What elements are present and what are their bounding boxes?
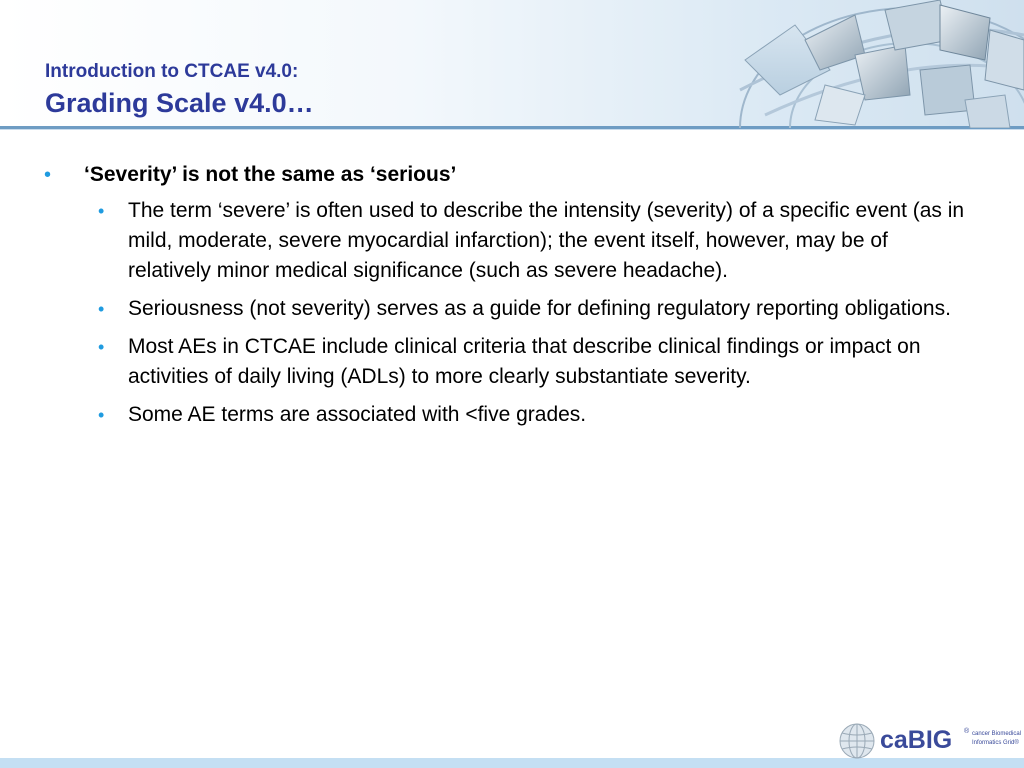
slide-title: Grading Scale v4.0… <box>45 88 314 118</box>
slide-subtitle: Introduction to CTCAE v4.0: <box>45 61 299 82</box>
slide-content <box>44 160 974 438</box>
logo-registered-mark: ® <box>964 728 970 735</box>
sub-bullet-marker: • <box>98 337 105 357</box>
bullet-item <box>44 160 974 190</box>
sub-bullet-item <box>84 332 974 392</box>
sub-bullet-text: Some AE terms are associated with <five grades. <box>128 403 587 426</box>
sub-bullet-marker: • <box>98 405 105 425</box>
logo-tagline: Informatics Grid® <box>972 740 1019 746</box>
logo-wordmark: caBIG <box>880 726 953 754</box>
sub-bullet-item <box>84 196 974 286</box>
sub-bullet-list <box>84 196 974 430</box>
sub-bullet-text: Most AEs in CTCAE include clinical criteria that describe clinical findings or impact on activities of daily living (ADLs) to more clearly substantiate severity. <box>128 335 921 388</box>
bullet-text: ‘Severity’ is not the same as ‘serious’ <box>84 163 457 186</box>
sub-bullet-item <box>84 294 974 324</box>
footer-logo <box>838 722 1022 760</box>
globe-photo-collage-icon <box>735 0 1024 128</box>
logo-tagline: cancer Biomedical <box>972 731 1022 737</box>
sub-bullet-marker: • <box>98 299 105 319</box>
sub-bullet-text: Seriousness (not severity) serves as a guide for defining regulatory reporting obligations. <box>128 297 951 320</box>
sub-bullet-text: The term ‘severe’ is often used to describe the intensity (severity) of a specific event (as in mild, moderate, severe myocardial infarction); the event itself, however, may be of relatively minor medical significance (such as severe headache). <box>128 199 965 282</box>
header-rule-highlight <box>0 129 1024 130</box>
sub-bullet-item <box>84 400 974 430</box>
cabig-globe-logo-icon <box>838 722 878 760</box>
bullet-marker: • <box>44 164 52 186</box>
sub-bullet-marker: • <box>98 201 105 221</box>
